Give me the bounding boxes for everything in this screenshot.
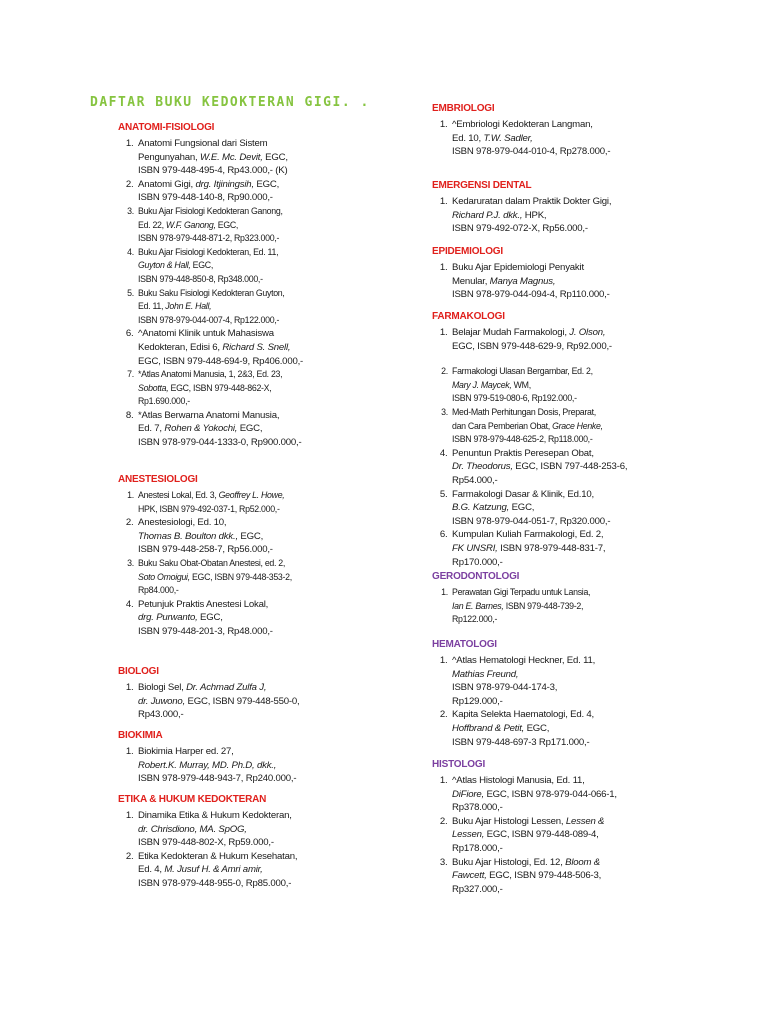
entry-author: M. Jusuf H. & Amri amir, xyxy=(164,864,263,876)
entry-author: Grace Henke, xyxy=(552,420,603,431)
book-entry xyxy=(450,654,762,708)
entry-isbn: ISBN 979-448-495-4, Rp43.000,- (K) xyxy=(138,165,288,177)
book-entry xyxy=(136,287,448,328)
entry-author: DiFiore, xyxy=(452,788,484,800)
entry-line-2 xyxy=(138,611,448,625)
entry-title: ^Atlas Histologi Manusia, Ed. 11, xyxy=(452,775,585,786)
book-entry xyxy=(450,528,762,569)
entry-author: Robert.K. Murray, MD. Ph.D, dkk., xyxy=(138,759,277,771)
entry-title: Penuntun Praktis Peresepan Obat, xyxy=(452,447,594,459)
book-entry xyxy=(450,365,762,406)
section-title: EPIDEMIOLOGI xyxy=(432,246,503,257)
entry-publisher: EGC, xyxy=(253,178,280,190)
entry-line-3 xyxy=(452,736,762,750)
entry-isbn: ISBN 978-979-044-094-4, Rp110.000,- xyxy=(452,289,610,301)
section-title: BIOLOGI xyxy=(118,666,159,677)
entry-detail: ISBN 979-448-739-2, xyxy=(503,600,584,611)
entry-detail: EGC, ISBN 979-448-089-4, xyxy=(484,829,599,841)
book-entry xyxy=(450,774,762,815)
entry-line-2 xyxy=(138,863,448,877)
entry-line-2 xyxy=(452,209,762,223)
entry-isbn: ISBN 979-492-072-X, Rp56.000,- xyxy=(452,223,588,235)
entry-isbn: ISBN 979-519-080-6, Rp192.000,- xyxy=(452,393,577,404)
entry-title: Anatomi Fungsional dari Sistem xyxy=(138,138,268,149)
book-entry xyxy=(136,598,448,639)
entry-author: John E. Hall, xyxy=(165,301,212,312)
entry-title: Perawatan Gigi Terpadu untuk Lansia, xyxy=(452,587,591,597)
entry-author: FK UNSRI, xyxy=(452,542,498,554)
entry-line-3 xyxy=(138,314,448,328)
section-title: ETIKA & HUKUM KEDOKTERAN xyxy=(118,794,267,805)
entry-author: Lessen, xyxy=(452,829,485,841)
entry-line-2 xyxy=(138,259,448,273)
entry-line-2 xyxy=(452,460,762,474)
entry-line-2 xyxy=(138,823,448,837)
section-embriologi xyxy=(432,103,762,159)
entry-isbn: ISBN 978-979-448-943-7, Rp240.000,- xyxy=(138,773,297,785)
section-epidemiologi xyxy=(432,246,762,302)
entry-title: Buku Ajar Histologi Lessen, xyxy=(452,815,566,827)
entry-line-3 xyxy=(138,543,448,557)
entry-line-2 xyxy=(452,501,762,515)
entry-line-2 xyxy=(452,600,762,614)
entry-detail: EGC, xyxy=(215,219,239,230)
entry-author: Ian E. Barnes, xyxy=(452,600,504,611)
entry-author: Soto Omoigui, xyxy=(138,571,190,582)
entry-line-2 xyxy=(452,869,762,883)
entry-isbn: ISBN 978-979-044-1333-0, Rp900.000,- xyxy=(138,437,302,449)
entry-title: Buku Saku Obat-Obatan Anestesi, ed. 2, xyxy=(138,557,286,568)
entry-line-3 xyxy=(452,392,762,406)
book-entry xyxy=(136,368,448,409)
entry-line-3 xyxy=(138,232,448,246)
entry-title: Anatomi Gigi, xyxy=(138,178,196,190)
entry-detail: dan Cara Pemberian Obat, xyxy=(452,420,553,431)
entry-isbn: Rp54.000,- xyxy=(452,474,498,486)
entry-detail: ISBN 978-979-448-831-7, xyxy=(497,542,606,554)
book-entry xyxy=(450,326,762,353)
book-list xyxy=(118,489,448,639)
entry-line-2 xyxy=(452,788,762,802)
book-list xyxy=(118,681,448,722)
section-gerodontologi xyxy=(432,571,762,627)
entry-author: Guyton & Hall, xyxy=(138,260,191,271)
book-list xyxy=(118,809,448,891)
entry-isbn: Rp43.000,- xyxy=(138,709,184,721)
entry-detail: EGC, xyxy=(524,722,550,734)
entry-title: *Atlas Anatomi Manusia, 1, 2&3, Ed. 23, xyxy=(138,369,283,380)
entry-line-3 xyxy=(452,145,762,159)
book-entry xyxy=(450,586,762,627)
entry-line-2 xyxy=(138,219,448,233)
entry-title: *Atlas Berwarna Anatomi Manusia, xyxy=(138,409,280,421)
book-entry xyxy=(136,246,448,287)
entry-title: ^Embriologi Kedokteran Langman, xyxy=(452,119,593,130)
entry-author: B.G. Katzung, xyxy=(452,502,510,514)
entry-title: Farmakologi Ulasan Bergambar, Ed. 2, xyxy=(452,366,593,377)
entry-title: Buku Ajar Epidemiologi Penyakit xyxy=(452,262,584,273)
entry-line-2 xyxy=(138,151,448,165)
entry-title: ^Atlas Hematologi Heckner, Ed. 11, xyxy=(452,655,596,666)
entry-line-2 xyxy=(452,132,762,146)
book-entry xyxy=(136,409,448,450)
entry-line-2 xyxy=(452,275,762,289)
entry-isbn: ISBN 978-979-044-174-3, xyxy=(452,682,558,694)
entry-title: Buku Saku Fisiologi Kedokteran Guyton, xyxy=(138,287,285,298)
entry-isbn: Rp327.000,- xyxy=(452,883,503,895)
entry-title: ^Anatomi Klinik untuk Mahasiswa xyxy=(138,328,274,340)
entry-line-3 xyxy=(138,708,448,722)
book-list xyxy=(432,118,762,159)
entry-isbn: ISBN 978-979-448-871-2, Rp323.000,- xyxy=(138,233,280,244)
entry-isbn: ISBN 978-979-044-007-4, Rp122.000,- xyxy=(138,314,280,325)
entry-line-3 xyxy=(452,801,762,815)
entry-line-2 xyxy=(138,759,448,773)
entry-author: Dr. Theodorus, xyxy=(452,461,513,473)
book-list xyxy=(432,261,762,302)
entry-title: Biologi Sel, xyxy=(138,682,187,693)
book-entry xyxy=(136,850,448,891)
entry-author: dr. Juwono, xyxy=(138,695,186,707)
entry-isbn: Rp178.000,- xyxy=(452,842,503,854)
book-entry xyxy=(450,447,762,488)
book-list xyxy=(432,195,762,236)
book-entry xyxy=(136,681,448,722)
entry-title: Buku Ajar Histologi, Ed. 12, xyxy=(452,856,566,868)
entry-title: Anestesiologi, Ed. 10, xyxy=(138,517,227,529)
entry-line-2 xyxy=(138,341,448,355)
entry-line-2 xyxy=(452,722,762,736)
entry-author: Hoffbrand & Petit, xyxy=(452,722,525,734)
entry-line-2 xyxy=(452,379,762,393)
entry-detail: Ed. 22, xyxy=(138,219,166,230)
entry-line-3 xyxy=(138,625,448,639)
entry-detail: EGC, ISBN 979-448-629-9, Rp92.000,- xyxy=(452,340,612,352)
entry-line-2 xyxy=(452,420,762,434)
entry-detail: EGC, ISBN 797-448-253-6, xyxy=(512,461,628,473)
entry-detail: WM, xyxy=(511,379,531,390)
entry-isbn: Rp84.000,- xyxy=(138,585,179,596)
book-entry xyxy=(450,406,762,447)
section-title: EMERGENSI DENTAL xyxy=(432,180,532,191)
section-title: ANATOMI-FISIOLOGI xyxy=(118,122,215,133)
entry-author: T.W. Sadler, xyxy=(483,132,533,144)
entry-line-3 xyxy=(138,273,448,287)
entry-detail: EGC, ISBN 978-979-044-066-1, xyxy=(483,788,617,800)
entry-author: Bloom & xyxy=(565,856,600,868)
entry-title: Petunjuk Praktis Anestesi Lokal, xyxy=(138,598,269,610)
entry-line-3 xyxy=(452,681,762,695)
entry-isbn: Rp122.000,- xyxy=(452,614,498,625)
entry-isbn: Rp1.690.000,- xyxy=(138,396,190,407)
entry-line-3 xyxy=(138,395,448,409)
entry-isbn: ISBN 979-448-697-3 Rp171.000,- xyxy=(452,736,590,748)
book-entry xyxy=(136,178,448,205)
entry-line-3 xyxy=(452,515,762,529)
entry-title: Kumpulan Kuliah Farmakologi, Ed. 2, xyxy=(452,529,604,541)
section-hematologi xyxy=(432,639,762,749)
entry-line-3 xyxy=(138,877,448,891)
entry-title: Buku Ajar Fisiologi Kedokteran, Ed. 11, xyxy=(138,246,279,257)
entry-line-3 xyxy=(138,584,448,598)
entry-author: W.F. Ganong, xyxy=(165,219,216,230)
entry-line-2 xyxy=(452,542,762,556)
book-entry xyxy=(136,489,448,516)
entry-line-4 xyxy=(452,695,762,709)
entry-title: Belajar Mudah Farmakologi, xyxy=(452,327,570,338)
entry-author: drg. Purwanto, xyxy=(138,612,198,624)
entry-detail: EGC, xyxy=(509,502,535,514)
entry-isbn: ISBN 978-979-044-051-7, Rp320.000,- xyxy=(452,515,611,527)
book-list xyxy=(432,586,762,627)
entry-title: Kapita Selekta Haematologi, Ed. 4, xyxy=(452,709,594,721)
entry-detail: EGC, ISBN 979-448-353-2, xyxy=(189,571,292,582)
entry-isbn: EGC, ISBN 979-448-694-9, Rp406.000,- xyxy=(138,355,304,367)
entry-detail: Ed. 10, xyxy=(452,132,484,144)
entry-line-3 xyxy=(452,613,762,627)
entry-isbn: ISBN 979-448-258-7, Rp56.000,- xyxy=(138,544,273,556)
entry-line-3 xyxy=(138,436,448,450)
entry-line-3 xyxy=(452,842,762,856)
entry-line-2 xyxy=(138,530,448,544)
entry-detail: EGC, xyxy=(190,260,213,271)
entry-author: Richard S. Snell, xyxy=(222,341,291,353)
section-title: GERODONTOLOGI xyxy=(432,571,520,582)
book-list xyxy=(118,745,448,786)
entry-isbn: ISBN 979-448-850-8, Rp348.000,- xyxy=(138,273,263,284)
section-etika-hukum-kedokteran xyxy=(118,794,448,891)
entry-line-3 xyxy=(452,433,762,447)
section-title: EMBRIOLOGI xyxy=(432,103,495,114)
entry-title: Anestesi Lokal, Ed. 3, xyxy=(138,490,219,500)
entry-author: drg. Itjiningsih, xyxy=(195,178,254,190)
entry-isbn: ISBN 979-448-802-X, Rp59.000,- xyxy=(138,837,274,849)
entry-line-2 xyxy=(452,828,762,842)
entry-isbn: ISBN 978-979-448-625-2, Rp118.000,- xyxy=(452,434,593,445)
entry-title: Kedaruratan dalam Praktik Dokter Gigi, xyxy=(452,196,612,207)
book-entry xyxy=(136,516,448,557)
book-entry xyxy=(136,205,448,246)
section-anatomi-fisiologi xyxy=(118,122,448,450)
section-farmakologi xyxy=(432,311,762,569)
entry-title: Farmakologi Dasar & Klinik, Ed.10, xyxy=(452,488,594,500)
section-emergensi-dental xyxy=(432,180,762,236)
entry-author: Lessen & xyxy=(565,815,605,827)
entry-line-3 xyxy=(138,355,448,369)
book-entry xyxy=(136,809,448,850)
entry-title: Buku Ajar Fisiologi Kedokteran Ganong, xyxy=(138,205,283,216)
entry-isbn: ISBN 978-979-448-955-0, Rp85.000,- xyxy=(138,877,292,889)
entry-title: Dinamika Etika & Hukum Kedokteran, xyxy=(138,810,292,821)
entry-line-2 xyxy=(138,503,448,517)
entry-detail: EGC, xyxy=(237,530,264,542)
book-entry xyxy=(450,708,762,749)
entry-detail: Kedokteran, Edisi 6, xyxy=(138,341,223,353)
entry-author: J. Olson, xyxy=(569,327,606,338)
entry-detail: EGC, xyxy=(237,423,263,435)
entry-detail: Pengunyahan, xyxy=(138,151,200,163)
book-entry xyxy=(450,261,762,302)
entry-isbn: Rp378.000,- xyxy=(452,802,503,814)
book-entry xyxy=(450,488,762,529)
entry-author: dr. Chrisdiono, MA. SpOG, xyxy=(138,823,247,835)
entry-title: Med-Math Perhitungan Dosis, Preparat, xyxy=(452,406,596,417)
book-list xyxy=(432,654,762,749)
entry-detail: Ed. 4, xyxy=(138,864,165,876)
entry-author: Fawcett, xyxy=(452,870,487,882)
entry-price: Rp129.000,- xyxy=(452,695,503,707)
entry-detail: HPK, xyxy=(522,209,547,221)
entry-isbn: ISBN 979-448-201-3, Rp48.000,- xyxy=(138,625,273,637)
entry-author: Mathias Freund, xyxy=(452,668,519,680)
book-list xyxy=(118,137,448,450)
entry-detail: EGC, ISBN 979-448-862-X, xyxy=(168,382,272,393)
section-biologi xyxy=(118,666,448,722)
entry-line-2 xyxy=(452,668,762,682)
entry-line-2 xyxy=(138,571,448,585)
entry-line-3 xyxy=(138,164,448,178)
entry-line-3 xyxy=(452,288,762,302)
section-anestesiologi xyxy=(118,474,448,639)
entry-line-3 xyxy=(452,883,762,897)
entry-detail: EGC, ISBN 979-448-506-3, xyxy=(486,870,602,882)
entry-line-3 xyxy=(452,222,762,236)
entry-author: Sobotta, xyxy=(138,382,169,393)
entry-detail: Ed. 11, xyxy=(138,301,166,312)
book-list xyxy=(432,326,762,569)
page-title: DAFTAR BUKU KEDOKTERAN GIGI. . xyxy=(90,95,370,110)
entry-line-2 xyxy=(452,340,762,354)
entry-detail: EGC, xyxy=(197,612,223,624)
entry-isbn: ISBN 979-448-140-8, Rp90.000,- xyxy=(138,192,273,204)
entry-author: Manya Magnus, xyxy=(489,275,556,287)
book-entry xyxy=(136,137,448,178)
section-title: BIOKIMIA xyxy=(118,730,163,741)
entry-detail: HPK, ISBN 979-492-037-1, Rp52.000,- xyxy=(138,503,280,514)
section-title: FARMAKOLOGI xyxy=(432,311,505,322)
entry-line-3 xyxy=(138,191,448,205)
entry-author: Rohen & Yokochi, xyxy=(164,423,238,435)
entry-author: Dr. Achmad Zulfa J, xyxy=(186,682,267,693)
entry-author: Mary J. Maycek, xyxy=(452,379,512,390)
entry-line-2 xyxy=(138,300,448,314)
entry-isbn: ISBN 978-979-044-010-4, Rp278.000,- xyxy=(452,146,611,158)
entry-line-3 xyxy=(138,836,448,850)
entry-author: Richard P.J. dkk., xyxy=(452,209,523,221)
entry-detail: EGC, xyxy=(262,151,288,163)
book-entry xyxy=(136,327,448,368)
section-biokimia xyxy=(118,730,448,786)
book-entry xyxy=(450,856,762,897)
section-title: ANESTESIOLOGI xyxy=(118,474,198,485)
section-histologi xyxy=(432,759,762,896)
section-title: HEMATOLOGI xyxy=(432,639,497,650)
entry-line-3 xyxy=(452,556,762,570)
book-list xyxy=(432,774,762,896)
book-entry xyxy=(136,745,448,786)
entry-isbn: Rp170.000,- xyxy=(452,556,503,568)
entry-author: Geoffrey L. Howe, xyxy=(218,490,285,500)
book-entry xyxy=(450,815,762,856)
entry-line-2 xyxy=(138,382,448,396)
book-entry xyxy=(450,195,762,236)
entry-title: Biokimia Harper ed. 27, xyxy=(138,746,234,757)
entry-line-2 xyxy=(138,695,448,709)
entry-title: Etika Kedokteran & Hukum Kesehatan, xyxy=(138,850,298,862)
entry-detail: Menular, xyxy=(452,275,490,287)
entry-line-3 xyxy=(138,772,448,786)
entry-line-3 xyxy=(452,474,762,488)
entry-detail: EGC, ISBN 979-448-550-0, xyxy=(185,695,300,707)
entry-author: Thomas B. Boulton dkk., xyxy=(138,530,238,542)
book-entry xyxy=(450,118,762,159)
section-title: HISTOLOGI xyxy=(432,759,486,770)
entry-author: W.E. Mc. Devit, xyxy=(199,151,263,163)
entry-line-2 xyxy=(138,422,448,436)
book-entry xyxy=(136,557,448,598)
entry-detail: Ed. 7, xyxy=(138,423,165,435)
